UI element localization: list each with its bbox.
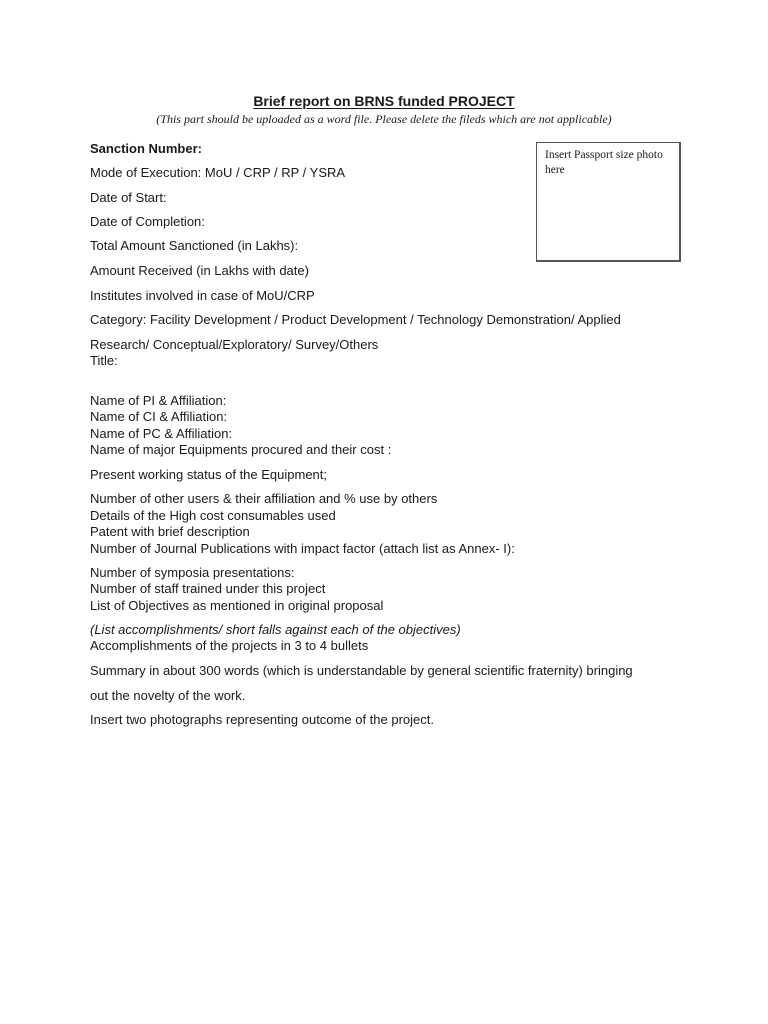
consumables-label: Details of the High cost consumables used <box>90 508 336 523</box>
working-status-label: Present working status of the Equipment; <box>90 467 328 482</box>
amount-received-label: Amount Received (in Lakhs with date) <box>90 263 309 278</box>
summary-line-1: Summary in about 300 words (which is understandable by general scientific fraternity) bringing <box>90 663 633 678</box>
ci-label: Name of CI & Affiliation: <box>90 409 228 424</box>
equipments-label: Name of major Equipments procured and their cost : <box>90 442 392 457</box>
other-users-label: Number of other users & their affiliation and % use by others <box>90 491 438 506</box>
category-line-1: Category: Facility Development / Product Development / Technology Demonstration/ Applied <box>90 312 621 327</box>
pi-label: Name of PI & Affiliation: <box>90 393 227 408</box>
date-of-completion-label: Date of Completion: <box>90 214 205 229</box>
accomplishments-note: (List accomplishments/ short falls against each of the objectives) <box>90 622 461 637</box>
photographs-label: Insert two photographs representing outcome of the project. <box>90 712 434 727</box>
accomplishments-label: Accomplishments of the projects in 3 to 4 bullets <box>90 638 369 653</box>
journal-label: Number of Journal Publications with impact factor (attach list as Annex- I): <box>90 541 515 556</box>
pc-label: Name of PC & Affiliation: <box>90 426 233 441</box>
document-subtitle: (This part should be uploaded as a word file. Please delete the fileds which are not applicable) <box>156 112 612 126</box>
document-title: Brief report on BRNS funded PROJECT <box>253 93 515 109</box>
title-label: Title: <box>90 353 118 368</box>
symposia-label: Number of symposia presentations: <box>90 565 295 580</box>
sanction-number-label: Sanction Number: <box>90 141 202 156</box>
mode-of-execution-label: Mode of Execution: MoU / CRP / RP / YSRA <box>90 165 346 180</box>
summary-line-2: out the novelty of the work. <box>90 688 246 703</box>
date-of-start-label: Date of Start: <box>90 190 167 205</box>
institutes-label: Institutes involved in case of MoU/CRP <box>90 288 315 303</box>
photo-placeholder-text: Insert Passport size photo here <box>545 149 663 176</box>
passport-photo-placeholder <box>536 142 681 262</box>
staff-trained-label: Number of staff trained under this project <box>90 581 326 596</box>
patent-label: Patent with brief description <box>90 524 250 539</box>
category-line-2: Research/ Conceptual/Exploratory/ Survey/Others <box>90 337 379 352</box>
total-amount-label: Total Amount Sanctioned (in Lakhs): <box>90 238 299 253</box>
objectives-label: List of Objectives as mentioned in original proposal <box>90 598 384 613</box>
